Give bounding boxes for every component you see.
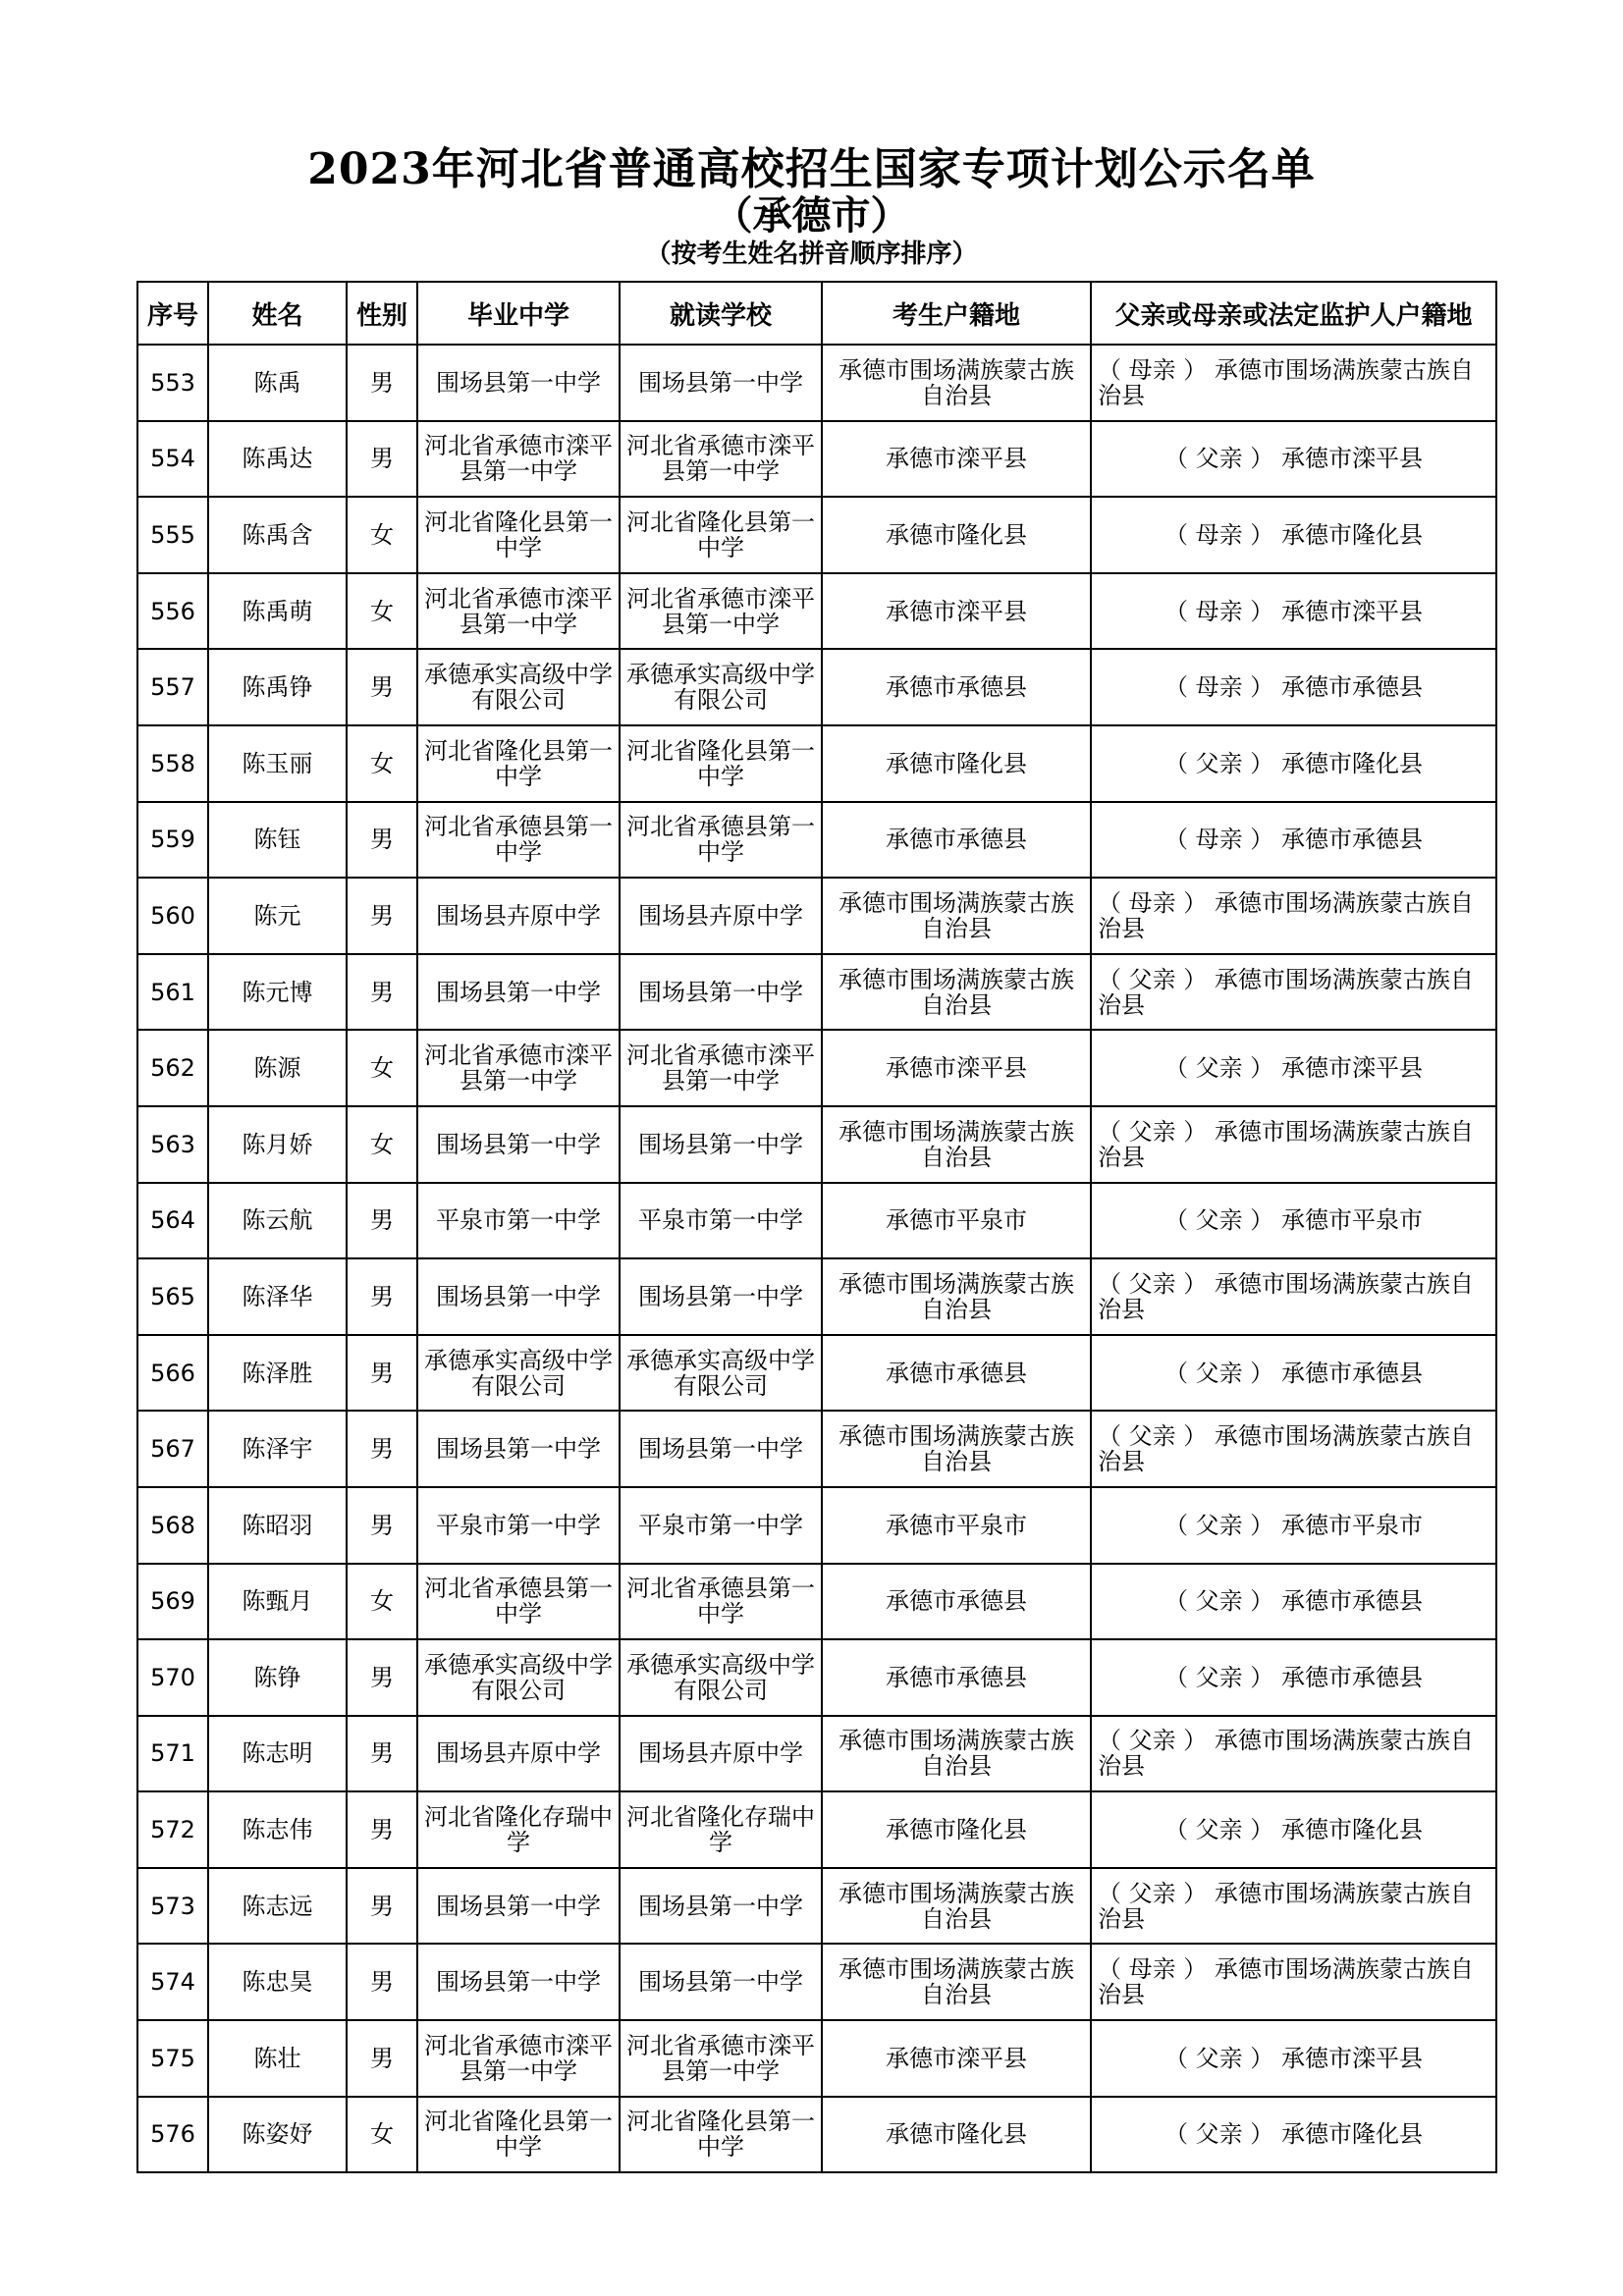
cell-hukou: 承德市围场满族蒙古族自治县 [822, 1258, 1091, 1335]
cell-parent-hukou [1091, 1791, 1496, 1868]
cell-no: 568 [137, 1487, 208, 1564]
cell-hukou: 承德市围场满族蒙古族自治县 [822, 1716, 1091, 1792]
cell-name: 陈元 [208, 878, 347, 954]
cell-gender: 男 [347, 345, 417, 421]
cell-current-school: 围场县第一中学 [620, 1106, 822, 1183]
table-row [137, 1564, 1496, 1640]
header-row [137, 282, 1496, 345]
cell-no: 570 [137, 1639, 208, 1716]
parent-hukou-text [1098, 1423, 1489, 1474]
table-row [137, 345, 1496, 421]
cell-name: 陈云航 [208, 1183, 347, 1259]
cell-parent-hukou [1091, 1639, 1496, 1716]
cell-grad-school: 河北省承德市滦平县第一中学 [417, 2020, 620, 2097]
cell-no: 572 [137, 1791, 208, 1868]
cell-parent-hukou [1091, 802, 1496, 879]
cell-no: 561 [137, 954, 208, 1031]
cell-no: 559 [137, 802, 208, 879]
cell-hukou: 承德市围场满族蒙古族自治县 [822, 1868, 1091, 1945]
cell-current-school: 平泉市第一中学 [620, 1183, 822, 1259]
header-current-school: 就读学校 [620, 282, 822, 345]
cell-parent-hukou [1091, 497, 1496, 573]
cell-grad-school: 承德承实高级中学有限公司 [417, 1639, 620, 1716]
cell-parent-hukou [1091, 1411, 1496, 1487]
cell-hukou: 承德市围场满族蒙古族自治县 [822, 345, 1091, 421]
cell-parent-hukou [1091, 421, 1496, 498]
cell-no: 562 [137, 1030, 208, 1106]
cell-grad-school: 河北省隆化存瑞中学 [417, 1791, 620, 1868]
cell-no: 553 [137, 345, 208, 421]
cell-parent-hukou [1091, 573, 1496, 650]
cell-parent-hukou [1091, 1944, 1496, 2020]
cell-current-school: 围场县第一中学 [620, 1258, 822, 1335]
cell-grad-school: 河北省承德市滦平县第一中学 [417, 573, 620, 650]
cell-gender: 女 [347, 1106, 417, 1183]
cell-hukou: 承德市围场满族蒙古族自治县 [822, 1944, 1091, 2020]
parent-hukou-value: 承德市平泉市 [1280, 1206, 1423, 1235]
header-hukou: 考生户籍地 [822, 282, 1091, 345]
parent-hukou-text [1164, 522, 1423, 548]
cell-gender: 女 [347, 1030, 417, 1106]
cell-current-school: 河北省隆化存瑞中学 [620, 1791, 822, 1868]
parent-hukou-value: 承德市围场满族蒙古族自治县 [1098, 1727, 1474, 1781]
parent-hukou-value: 承德市承德县 [1280, 826, 1423, 854]
parent-hukou-value: 承德市围场满族蒙古族自治县 [1098, 1422, 1474, 1476]
cell-hukou: 承德市围场满族蒙古族自治县 [822, 1411, 1091, 1487]
cell-current-school: 围场县第一中学 [620, 1411, 822, 1487]
cell-current-school: 平泉市第一中学 [620, 1487, 822, 1564]
cell-hukou: 承德市承德县 [822, 1335, 1091, 1412]
cell-name: 陈姿妤 [208, 2097, 347, 2173]
cell-grad-school: 河北省隆化县第一中学 [417, 725, 620, 802]
cell-name: 陈志远 [208, 1868, 347, 1945]
cell-name: 陈泽胜 [208, 1335, 347, 1412]
cell-grad-school: 河北省承德县第一中学 [417, 1564, 620, 1640]
table-row [137, 954, 1496, 1031]
table-row [137, 802, 1496, 879]
parent-hukou-value: 承德市围场满族蒙古族自治县 [1098, 355, 1474, 409]
cell-hukou: 承德市隆化县 [822, 497, 1091, 573]
parent-hukou-text [1098, 890, 1489, 941]
parent-hukou-value: 承德市滦平县 [1280, 2044, 1423, 2072]
header-parent-hukou: 父亲或母亲或法定监护人户籍地 [1091, 282, 1496, 345]
cell-name: 陈禹萌 [208, 573, 347, 650]
parent-hukou-text [1164, 1207, 1423, 1233]
cell-grad-school: 河北省隆化县第一中学 [417, 2097, 620, 2173]
parent-relation: （ 父亲 ） [1098, 1879, 1208, 1907]
cell-no: 565 [137, 1258, 208, 1335]
cell-hukou: 承德市滦平县 [822, 573, 1091, 650]
parent-relation: （ 父亲 ） [1098, 1269, 1208, 1298]
cell-parent-hukou [1091, 2020, 1496, 2097]
cell-name: 陈忠昊 [208, 1944, 347, 2020]
parent-relation: （ 母亲 ） [1098, 1955, 1208, 1984]
parent-hukou-text [1098, 1881, 1489, 1932]
cell-current-school: 围场县第一中学 [620, 345, 822, 421]
parent-relation: （ 母亲 ） [1164, 597, 1274, 625]
cell-gender: 女 [347, 2097, 417, 2173]
parent-relation: （ 父亲 ） [1164, 445, 1274, 473]
cell-no: 567 [137, 1411, 208, 1487]
cell-grad-school: 河北省隆化县第一中学 [417, 497, 620, 573]
parent-hukou-value: 承德市围场满族蒙古族自治县 [1098, 1269, 1474, 1323]
cell-gender: 男 [347, 1183, 417, 1259]
parent-hukou-value: 承德市滦平县 [1280, 445, 1423, 473]
parent-hukou-value: 承德市隆化县 [1280, 749, 1423, 777]
parent-hukou-value: 承德市围场满族蒙古族自治县 [1098, 965, 1474, 1019]
cell-gender: 男 [347, 1868, 417, 1945]
parent-hukou-text [1164, 599, 1423, 624]
parent-hukou-value: 承德市隆化县 [1280, 2120, 1423, 2149]
cell-current-school: 围场县第一中学 [620, 1868, 822, 1945]
parent-hukou-value: 承德市承德县 [1280, 1663, 1423, 1691]
cell-grad-school: 围场县第一中学 [417, 954, 620, 1031]
page-subtitle: （承德市） [713, 192, 910, 239]
cell-current-school: 河北省隆化县第一中学 [620, 497, 822, 573]
cell-name: 陈泽宇 [208, 1411, 347, 1487]
table-row [137, 1487, 1496, 1564]
cell-parent-hukou [1091, 1335, 1496, 1412]
parent-relation: （ 父亲 ） [1164, 1054, 1274, 1083]
header-grad-school: 毕业中学 [417, 282, 620, 345]
cell-no: 564 [137, 1183, 208, 1259]
cell-gender: 男 [347, 1258, 417, 1335]
cell-grad-school: 河北省承德市滦平县第一中学 [417, 421, 620, 498]
cell-current-school: 围场县卉原中学 [620, 878, 822, 954]
cell-no: 558 [137, 725, 208, 802]
parent-relation: （ 母亲 ） [1164, 826, 1274, 854]
parent-hukou-text [1164, 1588, 1423, 1614]
cell-name: 陈元博 [208, 954, 347, 1031]
parent-hukou-text [1164, 1513, 1423, 1538]
parent-hukou-text [1164, 446, 1423, 471]
cell-parent-hukou [1091, 1106, 1496, 1183]
cell-name: 陈泽华 [208, 1258, 347, 1335]
cell-hukou: 承德市围场满族蒙古族自治县 [822, 878, 1091, 954]
parent-hukou-value: 承德市隆化县 [1280, 1816, 1423, 1844]
cell-parent-hukou [1091, 725, 1496, 802]
table-row [137, 2020, 1496, 2097]
parent-hukou-text [1098, 357, 1489, 408]
cell-no: 571 [137, 1716, 208, 1792]
header-name: 姓名 [208, 282, 347, 345]
cell-hukou: 承德市承德县 [822, 802, 1091, 879]
cell-gender: 男 [347, 649, 417, 725]
cell-current-school: 河北省承德市滦平县第一中学 [620, 1030, 822, 1106]
parent-relation: （ 母亲 ） [1164, 673, 1274, 702]
cell-no: 574 [137, 1944, 208, 2020]
table-row [137, 1106, 1496, 1183]
cell-grad-school: 围场县第一中学 [417, 345, 620, 421]
cell-no: 554 [137, 421, 208, 498]
cell-no: 573 [137, 1868, 208, 1945]
cell-hukou: 承德市滦平县 [822, 2020, 1091, 2097]
cell-grad-school: 围场县第一中学 [417, 1411, 620, 1487]
parent-hukou-text [1164, 1055, 1423, 1081]
cell-gender: 男 [347, 878, 417, 954]
cell-no: 560 [137, 878, 208, 954]
parent-hukou-text [1164, 751, 1423, 776]
parent-relation: （ 父亲 ） [1164, 1206, 1274, 1235]
cell-current-school: 围场县第一中学 [620, 954, 822, 1031]
cell-grad-school: 平泉市第一中学 [417, 1183, 620, 1259]
cell-hukou: 承德市围场满族蒙古族自治县 [822, 954, 1091, 1031]
parent-hukou-text [1098, 1271, 1489, 1322]
table-row [137, 1411, 1496, 1487]
parent-hukou-text [1098, 967, 1489, 1018]
parent-hukou-value: 承德市滦平县 [1280, 1054, 1423, 1083]
cell-hukou: 承德市平泉市 [822, 1487, 1091, 1564]
cell-parent-hukou [1091, 878, 1496, 954]
parent-hukou-value: 承德市承德县 [1280, 1587, 1423, 1616]
cell-parent-hukou [1091, 1868, 1496, 1945]
cell-parent-hukou [1091, 1487, 1496, 1564]
cell-gender: 男 [347, 802, 417, 879]
table-row [137, 1183, 1496, 1259]
cell-name: 陈志明 [208, 1716, 347, 1792]
parent-relation: （ 父亲 ） [1164, 2044, 1274, 2072]
cell-parent-hukou [1091, 1564, 1496, 1640]
cell-gender: 男 [347, 1411, 417, 1487]
cell-parent-hukou [1091, 2097, 1496, 2173]
cell-name: 陈禹铮 [208, 649, 347, 725]
cell-grad-school: 河北省承德县第一中学 [417, 802, 620, 879]
table-row [137, 421, 1496, 498]
cell-grad-school: 平泉市第一中学 [417, 1487, 620, 1564]
parent-relation: （ 父亲 ） [1098, 1422, 1208, 1451]
parent-hukou-text [1164, 2046, 1423, 2071]
cell-grad-school: 围场县第一中学 [417, 1868, 620, 1945]
parent-relation: （ 父亲 ） [1164, 1359, 1274, 1387]
table-row [137, 2097, 1496, 2173]
parent-hukou-text [1164, 674, 1423, 700]
roster-body [137, 345, 1496, 2172]
cell-grad-school: 围场县第一中学 [417, 1106, 620, 1183]
cell-gender: 男 [347, 1335, 417, 1412]
parent-hukou-text [1164, 1817, 1423, 1842]
cell-name: 陈源 [208, 1030, 347, 1106]
cell-gender: 男 [347, 1487, 417, 1564]
cell-parent-hukou [1091, 1258, 1496, 1335]
cell-parent-hukou [1091, 649, 1496, 725]
cell-current-school: 河北省承德县第一中学 [620, 1564, 822, 1640]
cell-no: 556 [137, 573, 208, 650]
cell-hukou: 承德市承德县 [822, 1564, 1091, 1640]
parent-relation: （ 父亲 ） [1164, 1663, 1274, 1691]
cell-hukou: 承德市承德县 [822, 649, 1091, 725]
header-gender: 性别 [347, 282, 417, 345]
cell-hukou: 承德市隆化县 [822, 1791, 1091, 1868]
parent-hukou-value: 承德市围场满族蒙古族自治县 [1098, 1955, 1474, 2009]
parent-relation: （ 父亲 ） [1164, 1816, 1274, 1844]
table-row [137, 1716, 1496, 1792]
table-row [137, 1944, 1496, 2020]
table-row [137, 1030, 1496, 1106]
parent-relation: （ 父亲 ） [1098, 965, 1208, 993]
cell-grad-school: 承德承实高级中学有限公司 [417, 1335, 620, 1412]
parent-relation: （ 母亲 ） [1098, 355, 1208, 384]
parent-hukou-text [1098, 1119, 1489, 1170]
table-row [137, 1791, 1496, 1868]
cell-grad-school: 承德承实高级中学有限公司 [417, 649, 620, 725]
cell-gender: 男 [347, 2020, 417, 2097]
cell-grad-school: 围场县卉原中学 [417, 1716, 620, 1792]
parent-hukou-value: 承德市平泉市 [1280, 1511, 1423, 1539]
cell-current-school: 承德承实高级中学有限公司 [620, 649, 822, 725]
cell-no: 566 [137, 1335, 208, 1412]
cell-hukou: 承德市围场满族蒙古族自治县 [822, 1106, 1091, 1183]
cell-gender: 男 [347, 1791, 417, 1868]
parent-hukou-text [1164, 2121, 1423, 2147]
table-row [137, 573, 1496, 650]
cell-gender: 女 [347, 497, 417, 573]
cell-no: 576 [137, 2097, 208, 2173]
parent-hukou-value: 承德市承德县 [1280, 673, 1423, 702]
cell-name: 陈志伟 [208, 1791, 347, 1868]
cell-current-school: 河北省承德市滦平县第一中学 [620, 573, 822, 650]
parent-relation: （ 父亲 ） [1098, 1117, 1208, 1146]
roster-table [136, 281, 1497, 2173]
parent-relation: （ 母亲 ） [1164, 520, 1274, 549]
parent-relation: （ 父亲 ） [1164, 1587, 1274, 1616]
table-row [137, 878, 1496, 954]
cell-gender: 男 [347, 954, 417, 1031]
cell-hukou: 承德市滦平县 [822, 1030, 1091, 1106]
parent-relation: （ 父亲 ） [1164, 1511, 1274, 1539]
cell-current-school: 承德承实高级中学有限公司 [620, 1335, 822, 1412]
parent-hukou-text [1164, 827, 1423, 852]
cell-parent-hukou [1091, 345, 1496, 421]
cell-gender: 女 [347, 1564, 417, 1640]
cell-hukou: 承德市滦平县 [822, 421, 1091, 498]
cell-parent-hukou [1091, 1030, 1496, 1106]
parent-hukou-text [1098, 1956, 1489, 2007]
table-row [137, 1258, 1496, 1335]
cell-gender: 女 [347, 725, 417, 802]
cell-name: 陈昭羽 [208, 1487, 347, 1564]
header-no: 序号 [137, 282, 208, 345]
cell-name: 陈月娇 [208, 1106, 347, 1183]
parent-relation: （ 母亲 ） [1098, 888, 1208, 917]
parent-relation: （ 父亲 ） [1164, 749, 1274, 777]
table-row [137, 649, 1496, 725]
cell-parent-hukou [1091, 1183, 1496, 1259]
cell-current-school: 承德承实高级中学有限公司 [620, 1639, 822, 1716]
cell-name: 陈禹含 [208, 497, 347, 573]
cell-name: 陈玉丽 [208, 725, 347, 802]
cell-current-school: 围场县第一中学 [620, 1944, 822, 2020]
parent-hukou-value: 承德市隆化县 [1280, 520, 1423, 549]
cell-name: 陈禹达 [208, 421, 347, 498]
parent-hukou-value: 承德市围场满族蒙古族自治县 [1098, 1117, 1474, 1171]
cell-gender: 女 [347, 573, 417, 650]
table-row [137, 1639, 1496, 1716]
cell-current-school: 河北省承德县第一中学 [620, 802, 822, 879]
cell-hukou: 承德市平泉市 [822, 1183, 1091, 1259]
parent-hukou-text [1098, 1728, 1489, 1779]
cell-name: 陈禹 [208, 345, 347, 421]
cell-current-school: 河北省承德市滦平县第一中学 [620, 421, 822, 498]
cell-gender: 男 [347, 1716, 417, 1792]
cell-no: 563 [137, 1106, 208, 1183]
cell-gender: 男 [347, 421, 417, 498]
cell-grad-school: 围场县第一中学 [417, 1258, 620, 1335]
cell-name: 陈壮 [208, 2020, 347, 2097]
cell-name: 陈甄月 [208, 1564, 347, 1640]
cell-name: 陈铮 [208, 1639, 347, 1716]
table-row [137, 1868, 1496, 1945]
cell-hukou: 承德市承德县 [822, 1639, 1091, 1716]
cell-no: 555 [137, 497, 208, 573]
cell-current-school: 河北省隆化县第一中学 [620, 2097, 822, 2173]
cell-current-school: 河北省隆化县第一中学 [620, 725, 822, 802]
cell-parent-hukou [1091, 954, 1496, 1031]
parent-hukou-value: 承德市承德县 [1280, 1359, 1423, 1387]
cell-no: 569 [137, 1564, 208, 1640]
cell-grad-school: 围场县第一中学 [417, 1944, 620, 2020]
cell-grad-school: 围场县卉原中学 [417, 878, 620, 954]
cell-gender: 男 [347, 1639, 417, 1716]
cell-name: 陈钰 [208, 802, 347, 879]
cell-gender: 男 [347, 1944, 417, 2020]
parent-hukou-text [1164, 1361, 1423, 1386]
parent-hukou-value: 承德市围场满族蒙古族自治县 [1098, 888, 1474, 942]
cell-hukou: 承德市隆化县 [822, 725, 1091, 802]
page-title: 2023年河北省普通高校招生国家专项计划公示名单 [307, 144, 1316, 194]
table-row [137, 725, 1496, 802]
cell-current-school: 河北省承德市滦平县第一中学 [620, 2020, 822, 2097]
parent-hukou-text [1164, 1665, 1423, 1690]
parent-hukou-value: 承德市围场满族蒙古族自治县 [1098, 1879, 1474, 1933]
cell-parent-hukou [1091, 1716, 1496, 1792]
table-row [137, 497, 1496, 573]
sort-note: （按考生姓名拼音顺序排序） [645, 240, 978, 269]
cell-no: 557 [137, 649, 208, 725]
cell-hukou: 承德市隆化县 [822, 2097, 1091, 2173]
parent-hukou-value: 承德市滦平县 [1280, 597, 1423, 625]
table-row [137, 1335, 1496, 1412]
parent-relation: （ 父亲 ） [1164, 2120, 1274, 2149]
parent-relation: （ 父亲 ） [1098, 1727, 1208, 1755]
cell-current-school: 围场县卉原中学 [620, 1716, 822, 1792]
cell-no: 575 [137, 2020, 208, 2097]
cell-grad-school: 河北省承德市滦平县第一中学 [417, 1030, 620, 1106]
